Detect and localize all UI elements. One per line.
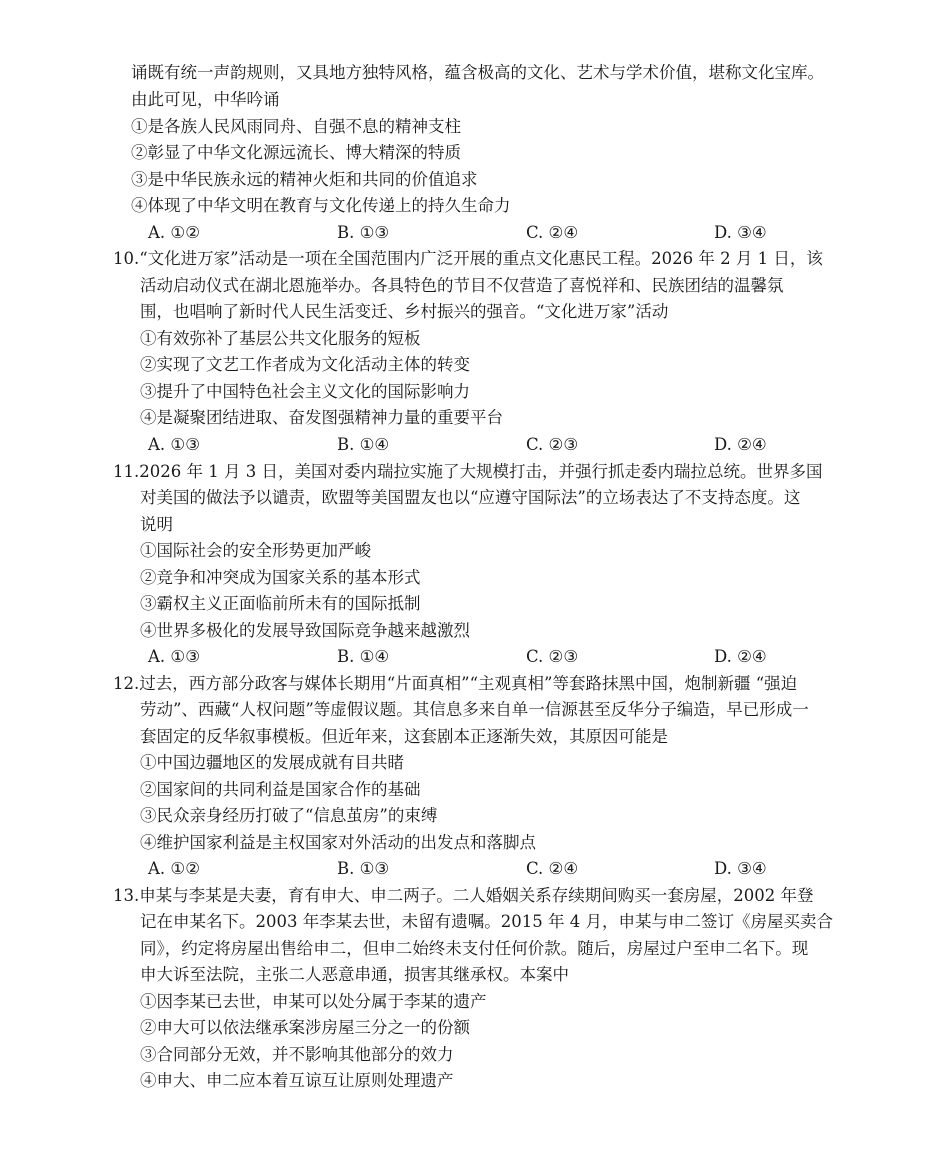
answer-options — [148, 646, 848, 668]
statement-item: ④世界多极化的发展导致国际竞争越来越激烈 — [140, 621, 470, 640]
statement-item: ③合同部分无效，并不影响其他部分的效力 — [140, 1045, 454, 1064]
question-10-stem-line: 活动启动仪式在湖北恩施举办。各具特色的节目不仅营造了喜悦祥和、民族团结的温馨氛 — [140, 276, 784, 295]
option-d: D. ②④ — [714, 435, 767, 454]
question-12-stem-line: 套固定的反华叙事模板。但近年来，这套剧本正逐渐失效，其原因可能是 — [140, 727, 668, 746]
statement-item: ③霸权主义正面临前所未有的国际抵制 — [140, 594, 421, 613]
statement-item: ①是各族人民风雨同舟、自强不息的精神支柱 — [131, 117, 461, 136]
statement-item: ②竞争和冲突成为国家关系的基本形式 — [140, 568, 421, 587]
option-c: C. ②④ — [526, 223, 579, 242]
option-d: D. ②④ — [714, 647, 767, 666]
option-b: B. ①④ — [337, 647, 390, 666]
question-13-stem-line: 13.申某与李某是夫妻，育有申大、申二两子。二人婚姻关系存续期间购买一套房屋，2002 年登 — [113, 886, 814, 905]
statement-item: ①中国边疆地区的发展成就有目共睹 — [140, 753, 404, 772]
question-stem-line: 诵既有统一声韵规则，又具地方独特风格，蕴含极高的文化、艺术与学术价值，堪称文化宝库。 — [131, 63, 824, 82]
question-11-stem-line: 对美国的做法予以谴责，欧盟等美国盟友也以“应遵守国际法”的立场表达了不支持态度。这 — [140, 488, 801, 507]
option-d: D. ③④ — [714, 223, 767, 242]
question-13-stem-line: 记在申某名下。2003 年李某去世，未留有遗嘱。2015 年 4 月，申某与申二签订《房屋买卖合 — [140, 912, 833, 931]
option-a: A. ①② — [148, 223, 200, 242]
option-c: C. ②④ — [526, 859, 579, 878]
statement-item: ②实现了文艺工作者成为文化活动主体的转变 — [140, 355, 470, 374]
statement-item: ③是中华民族永远的精神火炬和共同的价值追求 — [131, 170, 478, 189]
statement-item: ②彰显了中华文化源远流长、博大精深的特质 — [131, 143, 461, 162]
statement-item: ①有效弥补了基层公共文化服务的短板 — [140, 329, 421, 348]
question-12-stem-line: 12.过去，西方部分政客与媒体长期用“片面真相”“主观真相”等套路抹黑中国，炮制新疆 “强迫 — [113, 674, 798, 693]
question-11-stem-line: 11.2026 年 1 月 3 日，美国对委内瑞拉实施了大规模打击，并强行抓走委内瑞拉总统。世界多国 — [113, 462, 823, 481]
option-a: A. ①② — [148, 859, 200, 878]
option-b: B. ①③ — [337, 859, 390, 878]
option-b: B. ①④ — [337, 435, 390, 454]
statement-item: ④申大、申二应本着互谅互让原则处理遗产 — [140, 1071, 454, 1090]
statement-item: ③民众亲身经历打破了“信息茧房”的束缚 — [140, 806, 438, 825]
statement-item: ②国家间的共同利益是国家合作的基础 — [140, 780, 421, 799]
statement-item: ①因李某已去世，申某可以处分属于李某的遗产 — [140, 992, 487, 1011]
question-13-stem-line: 申大诉至法院，主张二人恶意串通，损害其继承权。本案中 — [140, 965, 569, 984]
question-10-stem-line: 围，也唱响了新时代人民生活变迁、乡村振兴的强音。“文化进万家”活动 — [140, 302, 669, 321]
question-13-stem-line: 同》，约定将房屋出售给申二，但申二始终未支付任何价款。随后，房屋过户至申二名下。现 — [140, 939, 809, 958]
answer-options — [148, 434, 848, 456]
option-a: A. ①③ — [148, 647, 200, 666]
option-c: C. ②③ — [526, 647, 579, 666]
statement-item: ④维护国家利益是主权国家对外活动的出发点和落脚点 — [140, 833, 536, 852]
option-b: B. ①③ — [337, 223, 390, 242]
option-c: C. ②③ — [526, 435, 579, 454]
statement-item: ④是凝聚团结进取、奋发图强精神力量的重要平台 — [140, 408, 503, 427]
statement-item: ②申大可以依法继承案涉房屋三分之一的份额 — [140, 1018, 470, 1037]
question-11-stem-line: 说明 — [140, 515, 173, 534]
question-10-stem-line: 10.“文化进万家”活动是一项在全国范围内广泛开展的重点文化惠民工程。2026 年 2 月 1 日，该 — [113, 249, 823, 268]
option-a: A. ①③ — [148, 435, 200, 454]
answer-options — [148, 222, 848, 244]
statement-item: ①国际社会的安全形势更加严峻 — [140, 541, 371, 560]
statement-item: ④体现了中华文明在教育与文化传递上的持久生命力 — [131, 196, 511, 215]
answer-options — [148, 858, 848, 880]
question-12-stem-line: 劳动”、西藏“人权问题”等虚假议题。其信息多来自单一信源甚至反华分子编造，早已形成一 — [140, 700, 809, 719]
option-d: D. ③④ — [714, 859, 767, 878]
statement-item: ③提升了中国特色社会主义文化的国际影响力 — [140, 382, 470, 401]
question-stem-line: 由此可见，中华吟诵 — [131, 90, 280, 109]
